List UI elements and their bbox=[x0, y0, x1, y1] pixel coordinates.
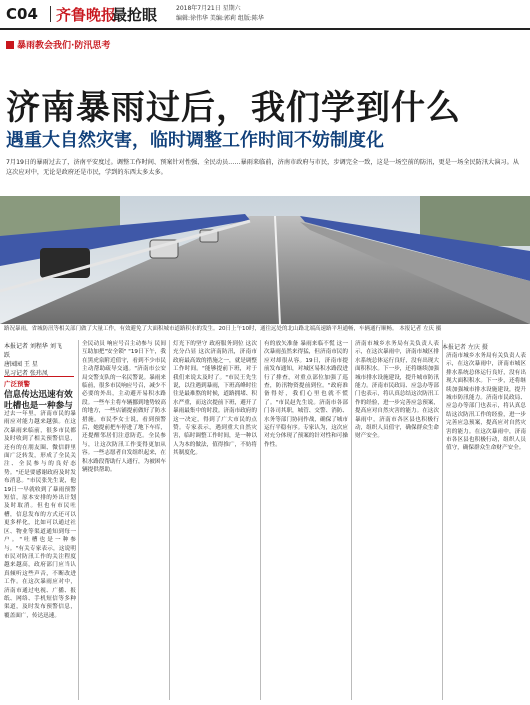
sidebar-tag: 广泛预警 bbox=[4, 376, 74, 388]
editors-credit: 编辑:徐伟华 美编:郭莉 组版:陈华 bbox=[176, 15, 264, 22]
lead-paragraph: 7月19日的暴雨过去了，济南平安度过。调整工作时间、预案针对性强、全民动员……暴雨来临前，济南市政府与市民，步调完全一致，这是一场空前的防汛，更是一场全民防汛大演习。从这次应对中，无论是政府还是市民，学到的东西太多太多。 bbox=[6, 159, 519, 176]
column-divider bbox=[169, 340, 170, 700]
section-name: 最抢眼 bbox=[112, 6, 158, 24]
overpass-photo-icon bbox=[0, 196, 530, 324]
article-column-5: 济南市城乡水务局有关负责人表示，在这次暴雨中，济南市城区排水系统总体运行良好，没有出现大面积积水。下一步，还将继续加强城市排水设施建设，提升城市防汛能力。济南市民政局、应急办等部门也表示，将认真总结这次防汛工作的经验，进一步完善应急预案，提高应对自然灾害的能力。在这次暴雨中，济南市各区县也积极行动，组织人员值守，确保群众生命财产安全。 bbox=[355, 341, 439, 440]
byline-line: 见习记者 张玮凤 bbox=[4, 370, 48, 377]
article-column-6: 济南市城乡水务局有关负责人表示，在这次暴雨中，济南市城区排水系统总体运行良好，没有出现大面积积水。下一步，还将继续加强城市排水设施建设，提升城市防汛能力。济南市民政局、应急办等部门也表示，将认真总结这次防汛工作的经验，进一步完善应急预案，提高应对自然灾害的能力。在这次暴雨中，济南市各区县也积极行动，组织人员值守，确保群众生命财产安全。 bbox=[446, 353, 526, 452]
news-photo bbox=[0, 196, 530, 324]
byline-line: 本报记者 刘程华 刘飞跃 bbox=[4, 343, 62, 359]
topic-kicker: 暴雨教会我们·防汛思考 bbox=[6, 34, 110, 48]
square-bullet-icon bbox=[6, 41, 14, 49]
column-divider bbox=[260, 340, 261, 700]
article-column-3: 灯光下的坚守 政府服务到位 这次充分凸显 这次济南防汛，济南市政府最高效的措施之一，就是调整工作时间。"能够提前下班，对于我们来说太及时了。"市民王先生说，以往遇到暴雨，下班高峰时往往是最难熬的时候，道路拥堵、积水严重，而这次提前下班，避开了暴雨最集中的时段。济南市政府的这一决定，得到了广大市民的点赞。专家表示，遇到重大自然灾害，临时调整工作时间，是一种以人为本的做法，值得推广，不妨将其制度化。 bbox=[173, 341, 257, 457]
photo-caption: 路况暴雨，省城防汛等相关部门做了大量工作，有效避免了大面积城市道路积水的发生。20日上午10时，通往远处的北山路北端高速路平坦通畅，车辆通行顺畅。 本报记者 左庆 摄 bbox=[4, 326, 442, 332]
article-column-1: 过去一年里，济南市民的暴雨应对能力越来越强。在这次暴雨来临前，很多市民都及时收到了相关预警信息，还有的在朋友圈、微信群里面广泛转发，形成了全民关注、全民参与的良好态势。"还是要感谢政府及时发布消息。"市民张先生说，他19日一早就收到了暴雨预警短信，原本安排的外出计划及时取消。但也有市民吐槽，信息发布的方式还可以更多样化，比如可以通过社区、物业等渠道通知到每一户。"吐槽也是一种参与。"有关专家表示，这说明市民对防汛工作的关注程度越来越高，政府部门应当认真倾听这些声音，不断改进工作。在这次暴雨应对中，济南市通过电视、广播、报纸、网络、手机短信等多种渠道，及时发布预警信息，覆盖面广，传达迅速。 bbox=[4, 411, 76, 619]
column-divider bbox=[78, 340, 79, 700]
header-rule bbox=[0, 28, 530, 30]
page-header bbox=[0, 0, 530, 30]
sidebar-highlight bbox=[4, 376, 74, 412]
issue-date: 2018年7月21日 星期六 bbox=[176, 5, 241, 12]
subheadline: 遇重大自然灾害，临时调整工作时间不妨制度化 bbox=[6, 130, 384, 151]
page-number: C04 bbox=[6, 5, 38, 23]
column-divider bbox=[442, 340, 443, 700]
sidebar-title: 信息传达迅速有效 吐槽也是一种参与 bbox=[4, 390, 73, 411]
headline: 济南暴雨过后，我们学到什么 bbox=[6, 88, 461, 128]
article-column-2: 全民动员 响应号召主动参与 民间互助加把"安全锁" "19日下午，我在黑虎泉附近值守，看到不少市民主动帮助疏导交通。"济南市公安局交警支队的一名民警说。暴雨来临前，很多市民响应号召，减少不必要的外出，主动避开易积水路段。一些车主将车辆挪到地势较高的地方，一些店铺提前做好了防水措施。市民李女士说，看到预警后，她提前把车停进了地下车库，还提醒邻居们注意防范。全民参与，让这次防汛工作变得更加从容。一些志愿者自发组织起来，在积水路段帮助行人通行，为被困车辆提供帮助。 bbox=[82, 341, 166, 474]
reporter-note: 本报记者 左庆 摄 bbox=[442, 344, 488, 351]
column-divider bbox=[351, 340, 352, 700]
byline bbox=[4, 342, 66, 378]
newspaper-logo: 齐鲁晚报 bbox=[56, 6, 117, 24]
article-column-4: 有的放矢准备 暴雨来临不慌 这一次暴雨虽然来得猛，但济南市民的应对却很从容。19日，济南市提前发布通知，对城区易积水路段进行了排查，对重点部位加强了巡查，防汛物资提前到位。"政府准备得好，我们心里也就不慌了。"市民赵先生说。济南市各部门各司其职，城管、交警、消防、水务等部门协同作战，确保了城市运行平稳有序。专家认为，这次应对充分体现了预案的针对性和可操作性。 bbox=[264, 341, 348, 448]
header-divider bbox=[50, 6, 51, 22]
byline-line: 唐园园 王 星 bbox=[4, 361, 38, 368]
